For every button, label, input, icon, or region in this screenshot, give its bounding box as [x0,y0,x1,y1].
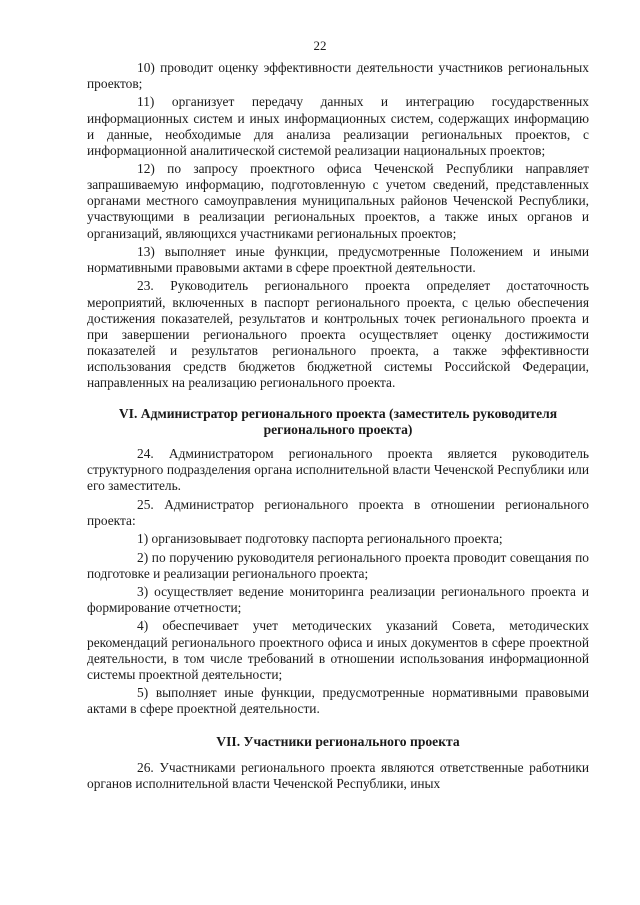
section-heading-6: VI. Администратор регионального проекта (заместитель руководителя регионального проекта) [118,406,558,438]
page-number: 22 [313,38,327,53]
paragraph: 11) организует передачу данных и интеграцию государственных информационных систем и иных информационных систем, содержащих информацию и данные, необходимые для анализа реализации региональных проектов, с информационной аналитической системой реализации национальных проектов; [87,94,589,158]
paragraph: 12) по запросу проектного офиса Чеченской Республики направляет запрашиваемую информацию, подготовленную с учетом сведений, представленных органами местного самоуправления муниципальных районов Чеченской Республики, участвующими в реализации региональных проектов, а также иных органов и организаций, являющихся участниками региональных проектов; [87,161,589,241]
paragraph: 3) осуществляет ведение мониторинга реализации регионального проекта и формирование отчетности; [87,584,589,616]
paragraph: 25. Администратор регионального проекта в отношении регионального проекта: [87,496,589,528]
paragraph: 5) выполняет иные функции, предусмотренные нормативными правовыми актами в сфере проектной деятельности. [87,685,589,717]
paragraph: 1) организовывает подготовку паспорта регионального проекта; [137,531,503,547]
document-body [87,60,589,795]
section-heading-7: VII. Участники регионального проекта [216,734,460,750]
paragraph: 13) выполняет иные функции, предусмотренные Положением и иными нормативными правовыми актами в сфере проектной деятельности. [87,243,589,276]
paragraph: 24. Администратором регионального проекта является руководитель структурного подразделения органа исполнительной власти Чеченской Республики или его заместитель. [87,446,589,494]
paragraph: 10) проводит оценку эффективности деятельности участников региональных проектов; [87,60,589,92]
paragraph: 26. Участниками регионального проекта являются ответственные работники органов исполнительной власти Чеченской Республики, иных [87,760,589,792]
paragraph: 23. Руководитель регионального проекта определяет достаточность мероприятий, включенных в паспорт регионального проекта, с целью обеспечения достижения показателей, результатов и контрольных точек регионального проекта и при завершении регионального проекта осуществляет оценку достижимости показателей и результатов регионального проекта, а также эффективности использования средств бюджетов бюджетной системы Российской Федерации, направленных на реализацию регионального проекта. [87,278,589,390]
paragraph: 2) по поручению руководителя регионального проекта проводит совещания по подготовке и реализации регионального проекта; [87,549,589,581]
paragraph: 4) обеспечивает учет методических указаний Совета, методических рекомендаций регионального проектного офиса и иных документов в сфере проектной деятельности, в том числе требований в отношении использования информационной системы проектной деятельности; [87,618,589,682]
